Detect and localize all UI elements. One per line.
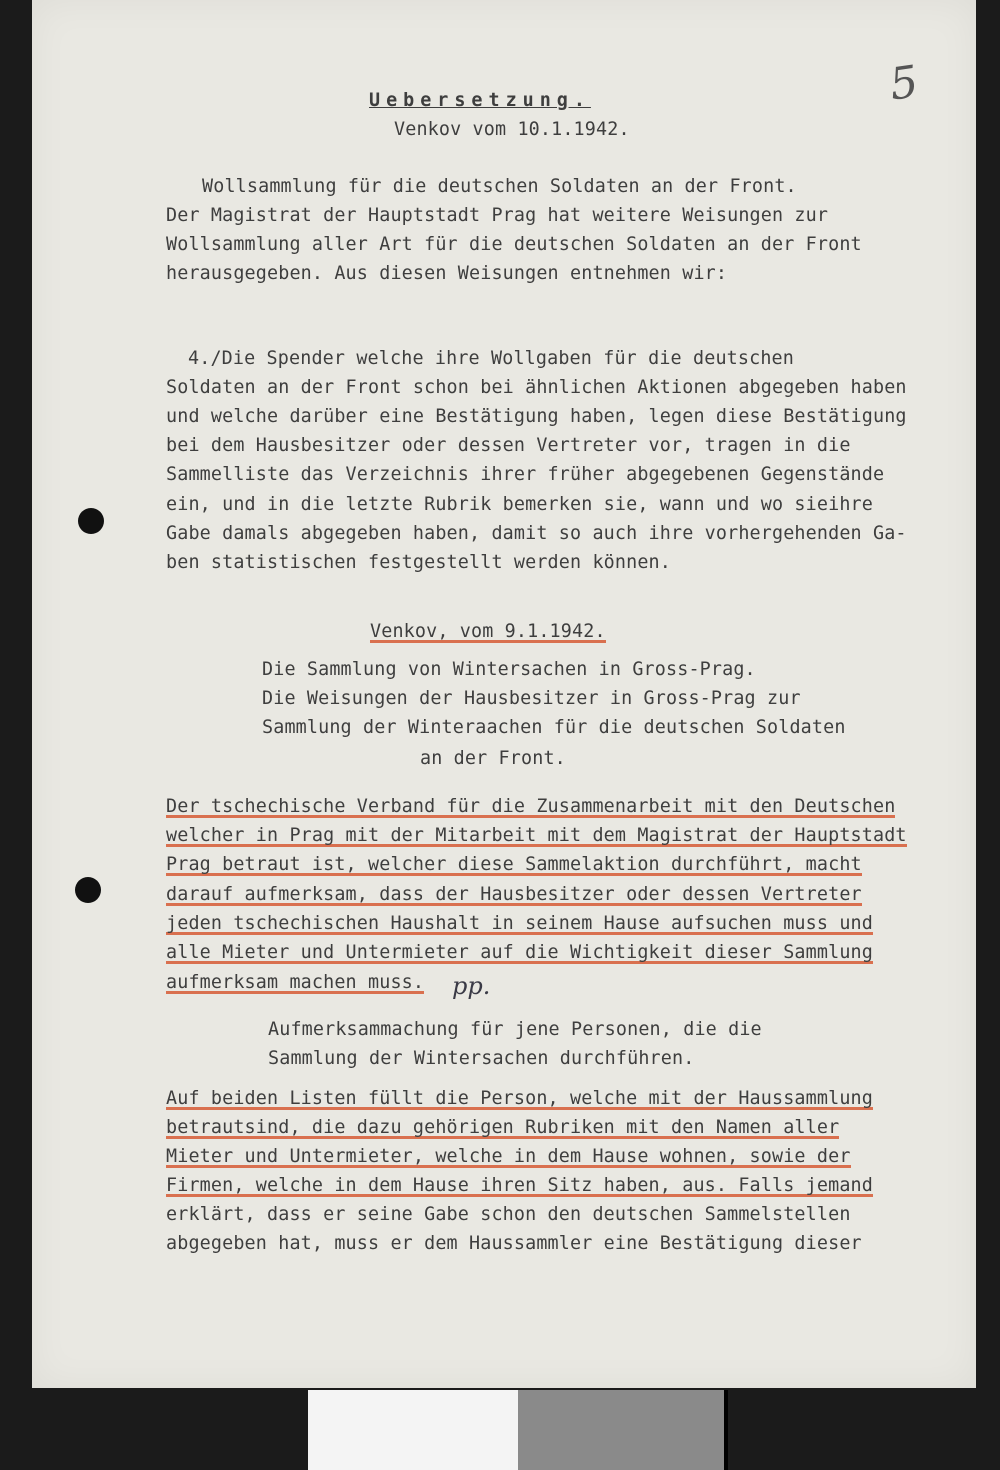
point4-line: bei dem Hausbesitzer oder dessen Vertreter vor, tragen in die bbox=[166, 435, 851, 456]
subheading-line: Sammlung der Winteraachen für die deutschen Soldaten bbox=[262, 717, 846, 738]
section-heading: Venkov, vom 9.1.1942. bbox=[370, 621, 606, 642]
page-number: 5 bbox=[886, 56, 922, 111]
point4-line: ein, und in die letzte Rubrik bemerken sie, wann und wo sieihre bbox=[166, 494, 873, 515]
paragraph-line: Der tschechische Verband für die Zusammenarbeit mit den Deutschen bbox=[166, 796, 896, 817]
point4-line: Sammelliste das Verzeichnis ihrer früher abgegebenen Gegenstände bbox=[166, 464, 885, 485]
point4-line: Soldaten an der Front schon bei ähnlichen Aktionen abgegeben haben bbox=[166, 377, 907, 398]
handwritten-note: pp. bbox=[452, 972, 491, 1000]
dateline: Venkov vom 10.1.1942. bbox=[394, 119, 630, 140]
paragraph2-line: Auf beiden Listen füllt die Person, welche mit der Haussammlung bbox=[166, 1088, 873, 1109]
paragraph2-line: Firmen, welche in dem Hause ihren Sitz haben, aus. Falls jemand bbox=[166, 1175, 873, 1196]
paragraph-line: darauf aufmerksam, dass der Hausbesitzer oder dessen Vertreter bbox=[166, 884, 862, 905]
notice-line: Sammlung der Wintersachen durchführen. bbox=[268, 1048, 695, 1069]
point4-line: 4./Die Spender welche ihre Wollgaben für die deutschen bbox=[188, 348, 794, 369]
paragraph-line: alle Mieter und Untermieter auf die Wichtigkeit dieser Sammlung bbox=[166, 942, 873, 963]
point4-line: Gabe damals abgegeben haben, damit so auch ihre vorhergehenden Ga- bbox=[166, 523, 907, 544]
subheading-line: Die Weisungen der Hausbesitzer in Gross-Prag zur bbox=[262, 688, 801, 709]
intro-line: herausgegeben. Aus diesen Weisungen entnehmen wir: bbox=[166, 263, 728, 284]
point4-line: ben statistischen festgestellt werden können. bbox=[166, 552, 671, 573]
paragraph2-line: abgegeben hat, muss er dem Haussammler eine Bestätigung dieser bbox=[166, 1233, 862, 1254]
calibration-strip-black bbox=[724, 1390, 728, 1470]
subheading-line: Die Sammlung von Wintersachen in Gross-Prag. bbox=[262, 659, 756, 680]
notice-line: Aufmerksammachung für jene Personen, die die bbox=[268, 1019, 762, 1040]
paragraph-line: welcher in Prag mit der Mitarbeit mit dem Magistrat der Hauptstadt bbox=[166, 825, 907, 846]
paragraph-line: jeden tschechischen Haushalt in seinem Hause aufsuchen muss und bbox=[166, 913, 873, 934]
paragraph-line: Prag betraut ist, welcher diese Sammelaktion durchführt, macht bbox=[166, 854, 862, 875]
document-page bbox=[32, 0, 976, 1388]
paragraph2-line: Mieter und Untermieter, welche in dem Hause wohnen, sowie der bbox=[166, 1146, 851, 1167]
point4-line: und welche darüber eine Bestätigung haben, legen diese Bestätigung bbox=[166, 406, 907, 427]
calibration-strip-gray bbox=[518, 1390, 724, 1470]
paragraph-line: aufmerksam machen muss. bbox=[166, 972, 425, 993]
paragraph2-line: erklärt, dass er seine Gabe schon den deutschen Sammelstellen bbox=[166, 1204, 851, 1225]
punch-hole bbox=[75, 877, 101, 903]
intro-line: Wollsammlung aller Art für die deutschen Soldaten an der Front bbox=[166, 234, 862, 255]
punch-hole bbox=[78, 508, 104, 534]
calibration-strip-white bbox=[308, 1390, 518, 1470]
intro-line: Der Magistrat der Hauptstadt Prag hat weitere Weisungen zur bbox=[166, 205, 829, 226]
document-title: Uebersetzung. bbox=[369, 90, 591, 111]
intro-line: Wollsammlung für die deutschen Soldaten an der Front. bbox=[202, 176, 797, 197]
subheading-line: an der Front. bbox=[420, 748, 566, 769]
paragraph2-line: betrautsind, die dazu gehörigen Rubriken mit den Namen aller bbox=[166, 1117, 840, 1138]
